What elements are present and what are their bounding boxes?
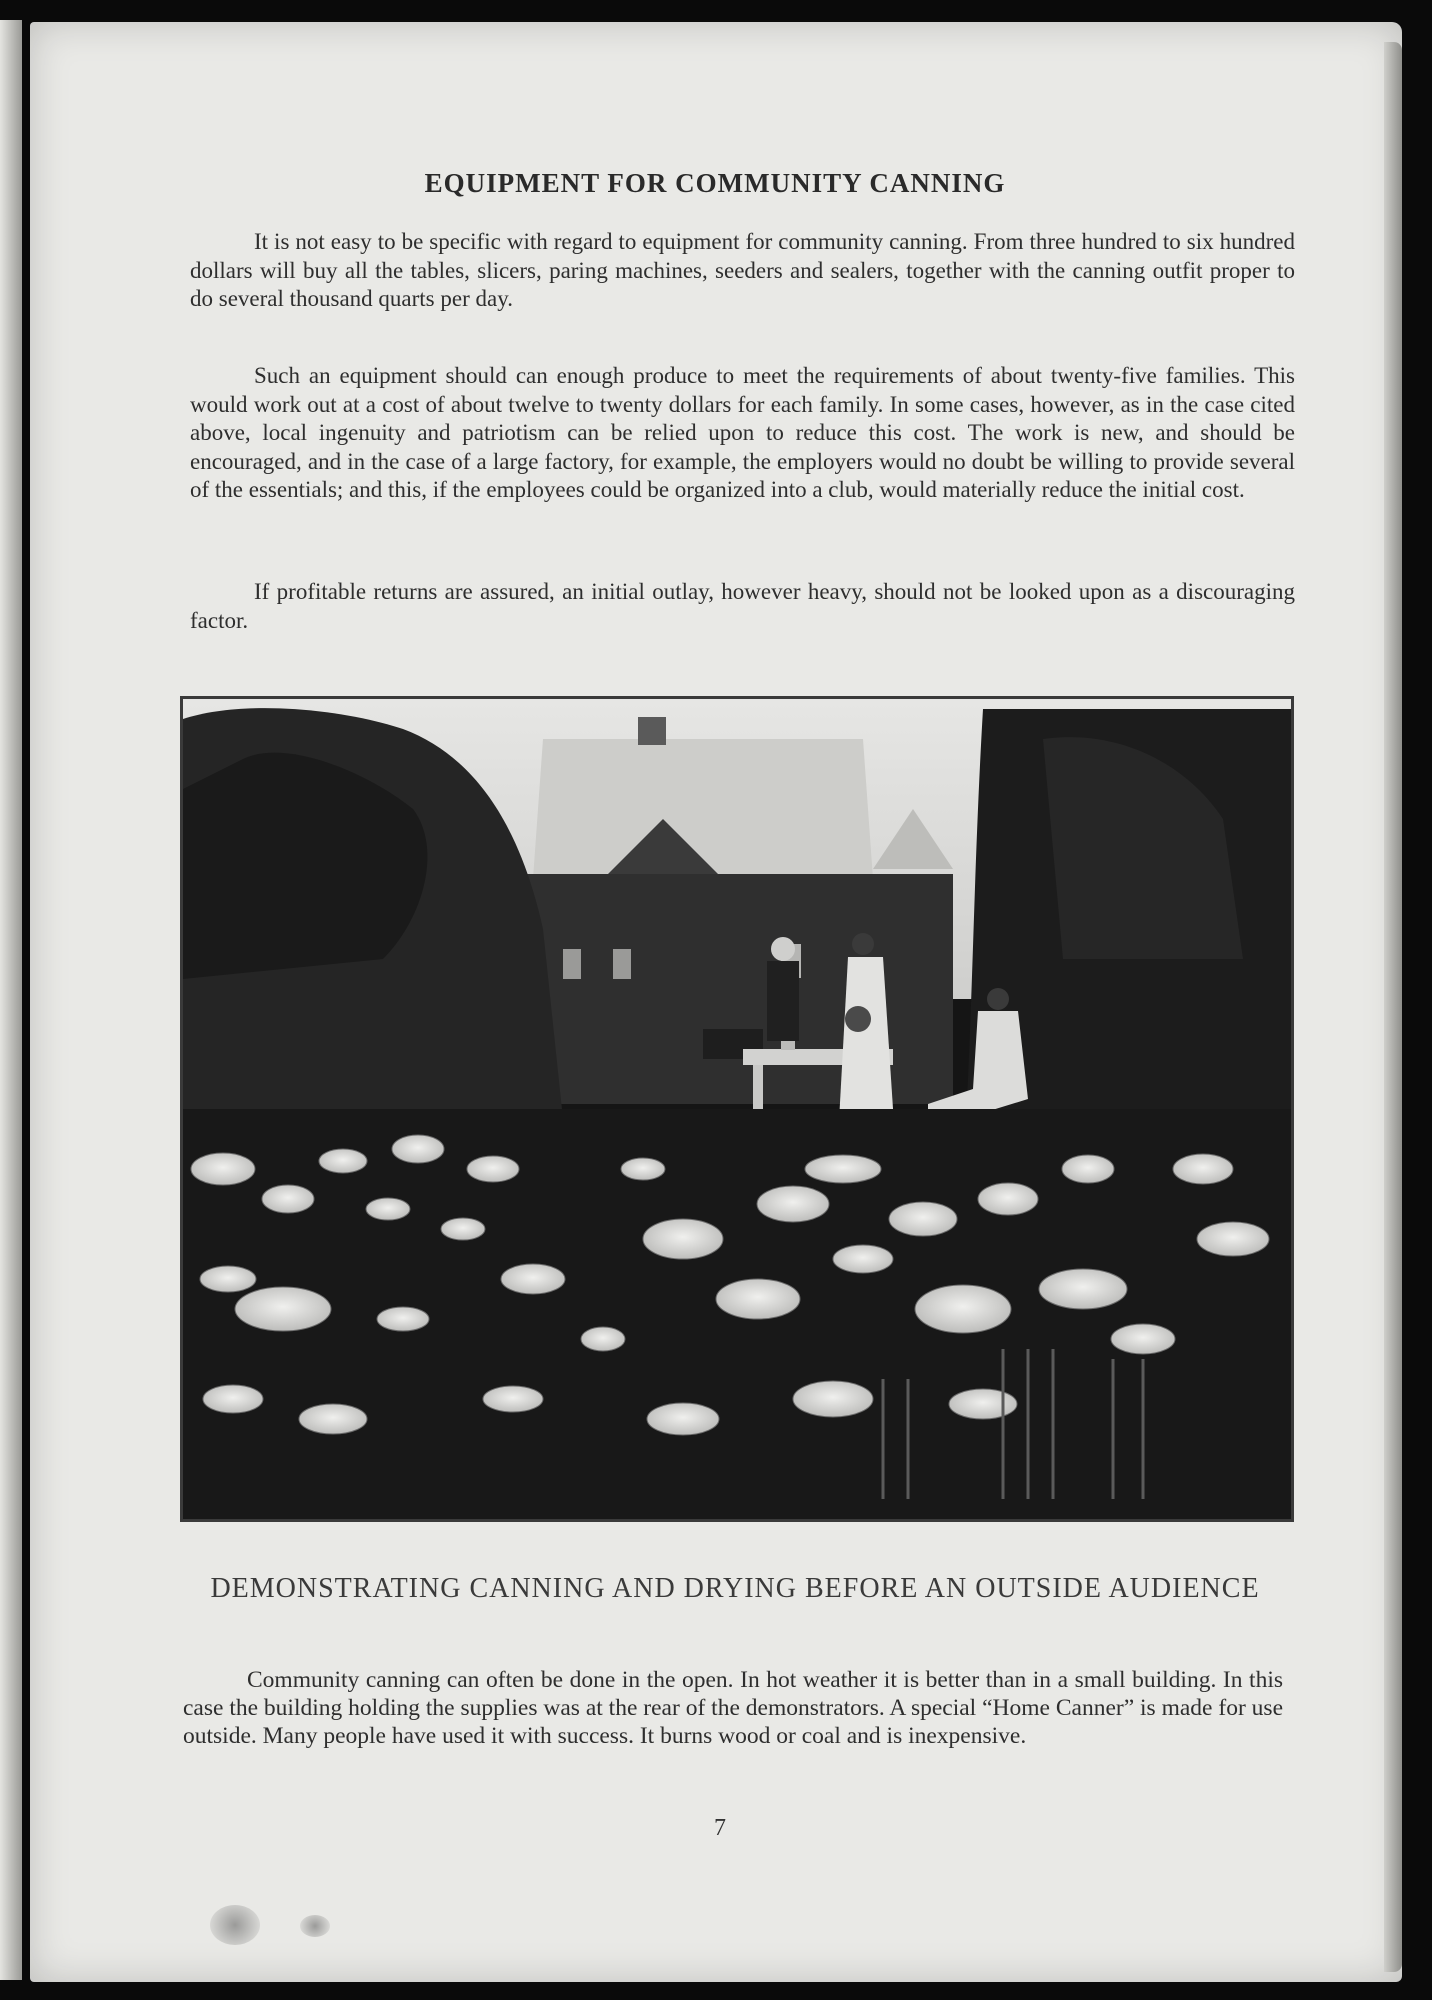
adjacent-page-edge: [0, 20, 22, 1980]
photo-illustration: [183, 699, 1291, 1519]
paragraph-initial-outlay: [190, 578, 1295, 635]
page-number: 7: [714, 1815, 726, 1841]
paragraph-text: If profitable returns are assured, an initial outlay, however heavy, should not be looked upon as a discouraging factor.: [190, 579, 1295, 633]
paragraph-families-cost: [190, 362, 1295, 505]
paragraph-text: Community canning can often be done in the open. In hot weather it is better than in a small building. In this case the building holding the supplies was at the rear of the demonstrators. A special “Home Canner” is made for use outside. Many people have used it with success. It burns wood or coal and is inexpensive.: [183, 1667, 1283, 1749]
ink-smudge: [300, 1915, 330, 1937]
photo-caption: DEMONSTRATING CANNING AND DRYING BEFORE AN OUTSIDE AUDIENCE: [210, 1573, 1260, 1604]
paragraph-text: It is not easy to be specific with regard to equipment for community canning. From three hundred to six hundred dollars will buy all the tables, slicers, paring machines, seeders and sealers, together with the canning outfit proper to do several thousand quarts per day.: [190, 229, 1295, 311]
paragraph-equipment-cost: [190, 228, 1295, 314]
paragraph-outdoor-canning: [183, 1666, 1283, 1750]
page-heading: EQUIPMENT FOR COMMUNITY CANNING: [424, 168, 1006, 198]
ink-smudge: [210, 1905, 260, 1945]
page-edge-shadow: [1384, 42, 1402, 1972]
paragraph-text: Such an equipment should can enough produce to meet the requirements of about twenty-five families. This would work out at a cost of about twelve to twenty dollars for each family. In some cases, however, as in the case cited above, local ingenuity and patriotism can be relied upon to reduce this cost. The work is new, and should be encouraged, and in the case of a large factory, for example, the employers would no doubt be willing to provide several of the essentials; and this, if the employees could be organized into a club, would materially reduce the initial cost.: [190, 363, 1295, 502]
outdoor-demonstration-photo: [180, 696, 1294, 1522]
